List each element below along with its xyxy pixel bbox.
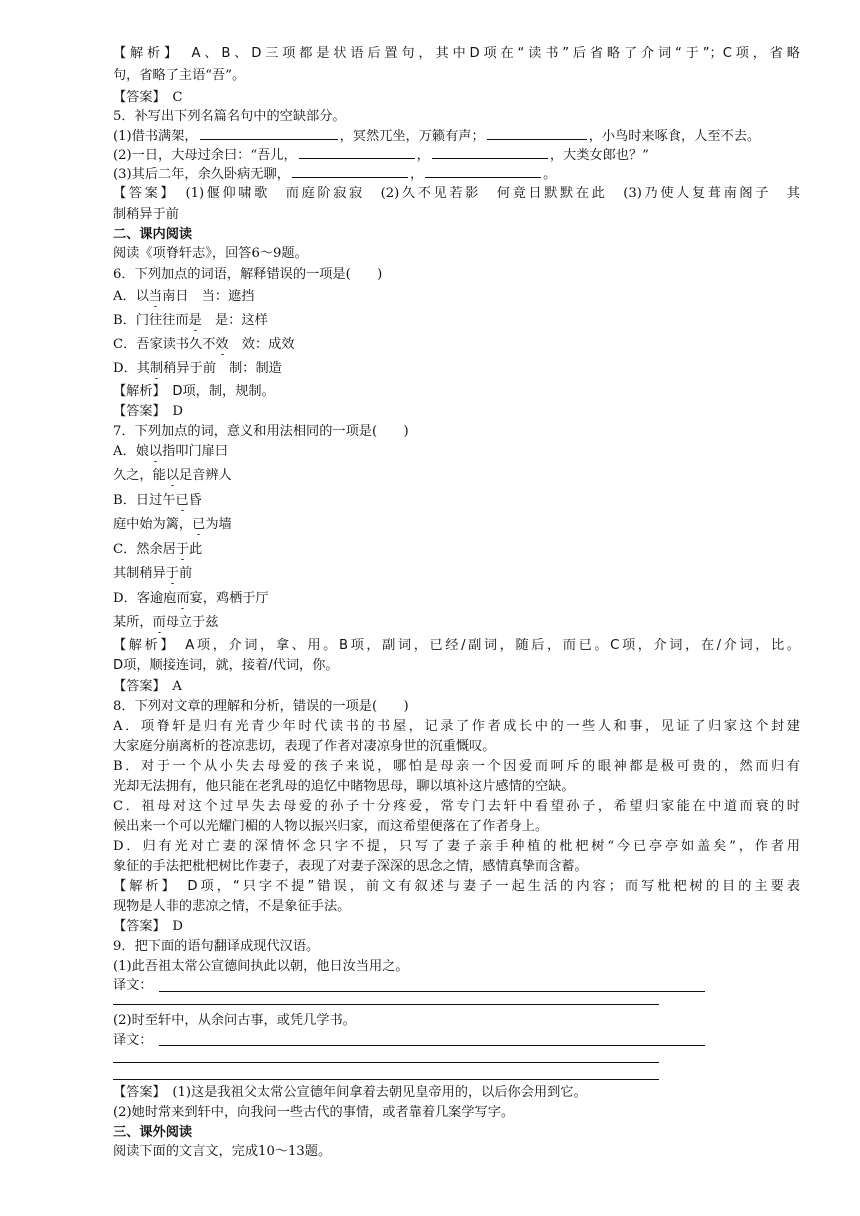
option-a: A．娘以指叩门扉曰 bbox=[113, 444, 229, 459]
option-b: B．对于一个从小失去母爱的孩子来说，哪怕是母亲一个因爱而呵斥的眼神都是极可贵的，然而归有 bbox=[113, 759, 800, 774]
analysis-line: 【解析】 A、B、D三项都是状语后置句，其中D项在“读书”后省略了介词“于”；C项，省略 bbox=[113, 46, 800, 61]
dotted-word: 而 bbox=[176, 591, 190, 606]
analysis-line: 现物是人非的悲凉之情，不是象征手法。 bbox=[113, 899, 351, 914]
fill-blank-2 bbox=[113, 145, 800, 166]
dotted-word: 制 bbox=[149, 361, 164, 376]
answer-blank[interactable] bbox=[432, 145, 548, 159]
option-c: C．然余居于此 bbox=[113, 542, 203, 557]
option-d-pair: 某所，而母立于兹 bbox=[113, 615, 219, 630]
sentence-1: (1)此吾祖太常公宣德间执此以朝，他日汝当用之。 bbox=[113, 959, 409, 974]
option-d: D．其制稍异于前 制：制造 bbox=[113, 361, 282, 376]
answer-line: 【答案】 A bbox=[113, 679, 182, 694]
dotted-word: 以 bbox=[165, 468, 179, 483]
answer-line: 制稍异于前 bbox=[113, 207, 179, 222]
question-9: 9．把下面的语句翻译成现代汉语。 bbox=[113, 939, 320, 954]
question-5: 5．补写出下列名篇名句中的空缺部分。 bbox=[113, 109, 346, 124]
answer-line: 【答案】 (1)这是我祖父太常公宣德年间拿着去朝见皇帝用的，以后你会用到它。 bbox=[113, 1085, 587, 1100]
fill-text: (2)一日，大母过余曰：“吾儿， bbox=[113, 148, 297, 163]
option-c: C．祖母对这个过早失去母爱的孙子十分疼爱，常专门去轩中看望孙子，希望归家能在中道而衰的时 bbox=[113, 799, 800, 814]
option-c-pair: 其制稍异于前 bbox=[113, 566, 193, 581]
dotted-word: 以 bbox=[148, 444, 163, 459]
answer-line: (2)她时常来到轩中，向我问一些古代的事情，或者靠着几案学写字。 bbox=[113, 1105, 515, 1120]
answer-blank[interactable] bbox=[200, 126, 338, 140]
dotted-word: 效 bbox=[215, 337, 229, 352]
fill-text: (3)其后二年，余久卧病无聊， bbox=[113, 167, 290, 182]
fill-text: ， bbox=[409, 167, 424, 182]
dotted-word: 是 bbox=[188, 313, 202, 328]
option-b-cont: 光却无法拥有，他只能在老乳母的追忆中睹物思母，聊以填补这片感情的空缺。 bbox=[113, 779, 575, 794]
fill-text: ，冥然兀坐，万籁有声； bbox=[339, 129, 485, 144]
dotted-word: 而 bbox=[152, 615, 166, 630]
analysis-line: 【解析】 D项，制，规制。 bbox=[113, 384, 275, 399]
analysis-line: 句，省略了主语“吾”。 bbox=[113, 68, 246, 83]
fill-text: ，大类女郎也？” bbox=[549, 148, 649, 163]
fill-text: ，小鸟时来啄食，人至不去。 bbox=[588, 129, 761, 144]
option-c: C．吾家读书久不效 效：成效 bbox=[113, 337, 295, 352]
section-heading: 二、课内阅读 bbox=[113, 227, 193, 242]
answer-rule[interactable] bbox=[113, 1004, 659, 1005]
question-8: 8．下列对文章的理解和分析，错误的一项是( ) bbox=[113, 699, 409, 714]
answer-line: 【答案】 D bbox=[113, 404, 183, 419]
answer-blank[interactable] bbox=[292, 164, 408, 178]
answer-blank[interactable] bbox=[299, 145, 415, 159]
instruction: 阅读《项脊轩志》，回答6～9题。 bbox=[113, 246, 308, 261]
option-b: B．日过午已昏 bbox=[113, 493, 202, 508]
dotted-word: 于 bbox=[175, 542, 190, 557]
fill-text: (1)借书满架， bbox=[113, 129, 198, 144]
option-a: A．以当南日 当：遮挡 bbox=[113, 289, 255, 304]
instruction: 阅读下面的文言文，完成10～13题。 bbox=[113, 1144, 332, 1159]
section-heading: 三、课外阅读 bbox=[113, 1125, 193, 1140]
answer-rule[interactable] bbox=[113, 1079, 659, 1080]
answer-line: 【答案】 D bbox=[113, 919, 183, 934]
answer-blank[interactable] bbox=[487, 126, 587, 140]
answer-rule[interactable] bbox=[113, 1062, 659, 1063]
answer-blank[interactable] bbox=[425, 164, 541, 178]
answer-rule[interactable] bbox=[159, 991, 705, 992]
dotted-word: 于 bbox=[165, 566, 179, 581]
answer-rule[interactable] bbox=[159, 1045, 705, 1046]
option-a: A．项脊轩是归有光青少年时代读书的书屋，记录了作者成长中的一些人和事，见证了归家这个封建 bbox=[113, 719, 800, 734]
analysis-line: D项，顺接连词，就，接着/代词，你。 bbox=[113, 658, 339, 673]
sentence-2: (2)时至轩中，从余问古事，或凭几学书。 bbox=[113, 1013, 356, 1028]
analysis-line: 【解析】 D项，“只字不提”错误，前文有叙述与妻子一起生活的内容；而写枇杷树的目的主要表 bbox=[113, 879, 800, 894]
option-d-cont: 象征的手法把枇杷树比作妻子，表现了对妻子深深的思念之情，感情真挚而含蓄。 bbox=[113, 859, 588, 874]
option-d: D．客逾庖而宴，鸡栖于厅 bbox=[113, 591, 269, 606]
dotted-word: 当 bbox=[148, 289, 163, 304]
fill-blank-1 bbox=[113, 126, 800, 147]
translation-label: 译文： bbox=[113, 978, 153, 993]
analysis-line: 【解析】 A项，介词，拿、用。B项，副词，已经/副词，随后，而已。C项，介词，在/介词，比。 bbox=[113, 638, 800, 653]
option-b: B．门往往而是 是：这样 bbox=[113, 313, 268, 328]
question-7: 7．下列加点的词，意义和用法相同的一项是( ) bbox=[113, 424, 409, 439]
option-a-cont: 大家庭分崩离析的苍凉悲切，表现了作者对凄凉身世的沉重慨叹。 bbox=[113, 739, 496, 754]
translation-label: 译文： bbox=[113, 1033, 153, 1048]
dotted-word: 已 bbox=[192, 517, 206, 532]
option-b-pair: 庭中始为篱，已为墙 bbox=[113, 517, 232, 532]
fill-blank-3 bbox=[113, 164, 800, 185]
dotted-word: 已 bbox=[175, 493, 189, 508]
option-a-pair: 久之，能以足音辨人 bbox=[113, 468, 232, 483]
option-d: D．归有光对亡妻的深情怀念只字不提，只写了妻子亲手种植的枇杷树“今已亭亭如盖矣”，作者用 bbox=[113, 839, 800, 854]
option-c-cont: 候出来一个可以光耀门楣的人物以振兴归家，而这希望便落在了作者身上。 bbox=[113, 819, 549, 834]
fill-text: ， bbox=[416, 148, 430, 163]
answer-line: 【答案】 C bbox=[113, 90, 183, 105]
question-6: 6．下列加点的词语，解释错误的一项是( ) bbox=[113, 267, 383, 282]
fill-text: 。 bbox=[543, 167, 557, 182]
answer-line: 【答案】 (1)偃仰啸歌 而庭阶寂寂 (2)久不见若影 何竟日默默在此 (3)乃使人复葺南阁子 其 bbox=[113, 186, 800, 201]
